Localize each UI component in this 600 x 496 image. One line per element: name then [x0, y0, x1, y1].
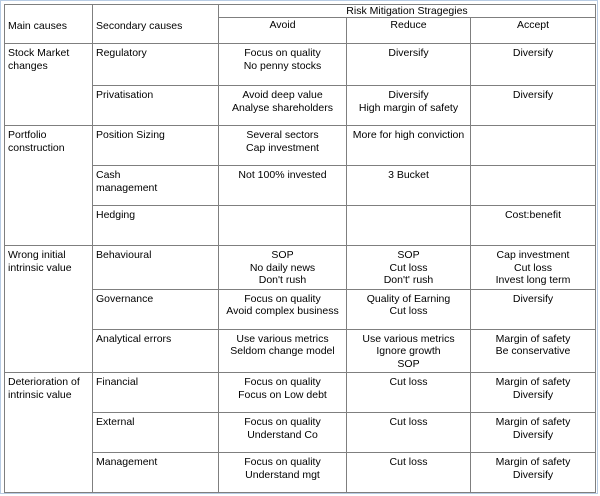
- accept-cell: [471, 206, 596, 246]
- main-cause-cell: [5, 44, 93, 126]
- main-cause-cell-line: intrinsic value: [8, 388, 72, 401]
- reduce-cell: [347, 126, 471, 166]
- avoid-cell: [219, 289, 347, 329]
- avoid-cell-line: Focus on quality: [244, 292, 321, 305]
- accept-cell: [471, 246, 596, 290]
- avoid-cell: [219, 126, 347, 166]
- accept-cell-line: Diversify: [512, 388, 554, 401]
- reduce-cell: [347, 373, 471, 413]
- avoid-cell-line: Understand mgt: [245, 468, 320, 481]
- avoid-cell: [219, 453, 347, 493]
- accept-cell: [471, 126, 596, 166]
- reduce-cell: [347, 289, 471, 329]
- accept-cell: [471, 329, 596, 373]
- avoid-cell: [219, 206, 347, 246]
- avoid-cell: [219, 246, 347, 290]
- reduce-cell-line: Cut loss: [389, 416, 428, 428]
- accept-cell-line: Margin of safety: [495, 376, 571, 388]
- table-row: [5, 246, 596, 290]
- secondary-cause-cell: [93, 413, 219, 453]
- reduce-cell: [347, 453, 471, 493]
- secondary-cause-cell: [93, 453, 219, 493]
- secondary-cause-cell-line: management: [96, 181, 158, 194]
- main-cause-cell-line: Deterioration of: [8, 376, 80, 388]
- avoid-cell-line: Cap investment: [246, 141, 319, 154]
- reduce-cell-line: SOP: [397, 249, 420, 261]
- avoid-cell: [219, 166, 347, 206]
- header-risk-mitigation-strategies: Risk Mitigation Stragegies: [219, 5, 596, 18]
- secondary-cause-cell: [93, 246, 219, 290]
- main-cause-cell-line: intrinsic value: [8, 261, 72, 274]
- reduce-cell: [347, 329, 471, 373]
- main-cause-cell: [5, 373, 93, 493]
- header-avoid: Avoid: [219, 18, 347, 44]
- header-main-causes: Main causes: [5, 5, 93, 44]
- reduce-cell-line: Diversify: [388, 89, 429, 101]
- avoid-cell: [219, 373, 347, 413]
- reduce-cell-line: Diversify: [388, 47, 429, 59]
- secondary-cause-cell-line: Analytical errors: [96, 332, 172, 345]
- main-cause-cell: [5, 246, 93, 373]
- avoid-cell: [219, 413, 347, 453]
- reduce-cell-line: Quality of Earning: [366, 292, 451, 305]
- reduce-cell: [347, 44, 471, 86]
- accept-cell: [471, 166, 596, 206]
- reduce-cell-line: Cut loss: [389, 261, 428, 274]
- table-row: [5, 453, 596, 493]
- table-row: [5, 329, 596, 373]
- main-cause-cell-line: construction: [8, 141, 65, 154]
- avoid-cell-line: Focus on quality: [244, 376, 321, 388]
- table-row: [5, 126, 596, 166]
- secondary-cause-cell: [93, 166, 219, 206]
- table-row: [5, 206, 596, 246]
- avoid-cell-line: Avoid complex business: [226, 305, 339, 317]
- main-cause-cell-line: Portfolio: [8, 129, 47, 141]
- accept-cell-line: Margin of safety: [495, 416, 571, 428]
- table-row: [5, 44, 596, 86]
- avoid-cell-line: No penny stocks: [243, 59, 322, 72]
- main-cause-cell-line: Wrong initial: [8, 249, 66, 261]
- reduce-cell-line: Cut loss: [389, 305, 428, 317]
- main-cause-cell-line: changes: [8, 59, 48, 72]
- secondary-cause-cell-line: Hedging: [96, 209, 136, 221]
- accept-cell: [471, 289, 596, 329]
- avoid-cell-line: SOP: [271, 249, 294, 261]
- accept-cell-line: Margin of safety: [495, 332, 571, 345]
- accept-cell-line: Diversify: [512, 292, 554, 305]
- secondary-cause-cell-line: Governance: [96, 292, 154, 305]
- table-row: [5, 86, 596, 126]
- secondary-cause-cell-line: Privatisation: [96, 89, 154, 101]
- reduce-cell-line: High margin of safety: [358, 101, 459, 114]
- secondary-cause-cell-line: Management: [96, 456, 158, 468]
- secondary-cause-cell: [93, 289, 219, 329]
- secondary-cause-cell-line: Financial: [96, 376, 139, 388]
- avoid-cell: [219, 44, 347, 86]
- avoid-cell-line: Seldom change model: [230, 345, 335, 357]
- reduce-cell-line: Ignore growth: [376, 345, 441, 357]
- avoid-cell-line: Don't rush: [258, 274, 307, 286]
- avoid-cell-line: Focus on Low debt: [238, 388, 327, 401]
- secondary-cause-cell-line: Position Sizing: [96, 129, 165, 141]
- avoid-cell-line: Not 100% invested: [238, 169, 327, 181]
- accept-cell: [471, 373, 596, 413]
- accept-cell-line: Be conservative: [495, 345, 571, 357]
- table-row: [5, 289, 596, 329]
- accept-cell-line: Margin of safety: [495, 456, 571, 468]
- reduce-cell: [347, 413, 471, 453]
- table-body: [5, 44, 596, 493]
- accept-cell-line: Diversify: [512, 47, 554, 59]
- avoid-cell-line: No daily news: [249, 261, 316, 274]
- reduce-cell: [347, 86, 471, 126]
- reduce-cell-line: 3 Bucket: [388, 169, 429, 181]
- reduce-cell-line: Cut loss: [389, 376, 428, 388]
- reduce-cell-line: Don't' rush: [383, 274, 434, 286]
- avoid-cell-line: Focus on quality: [244, 456, 321, 468]
- avoid-cell: [219, 86, 347, 126]
- main-cause-cell-line: Stock Market: [8, 47, 70, 59]
- avoid-cell: [219, 329, 347, 373]
- header-secondary-causes: Secondary causes: [93, 5, 219, 44]
- avoid-cell-line: Understand Co: [247, 428, 318, 441]
- reduce-cell-line: Use various metrics: [362, 332, 455, 345]
- accept-cell-line: Diversify: [512, 428, 554, 441]
- accept-cell-line: Diversify: [512, 89, 554, 101]
- header-accept: Accept: [471, 18, 596, 44]
- accept-cell-line: Invest long term: [495, 274, 571, 286]
- risk-mitigation-table: [4, 4, 596, 493]
- secondary-cause-cell: [93, 206, 219, 246]
- accept-cell-line: Cut loss: [514, 261, 552, 274]
- accept-cell: [471, 86, 596, 126]
- avoid-cell-line: Focus on quality: [244, 416, 321, 428]
- avoid-cell-line: Use various metrics: [236, 332, 329, 345]
- reduce-cell: [347, 166, 471, 206]
- reduce-cell: [347, 246, 471, 290]
- reduce-cell-line: Cut loss: [389, 456, 428, 468]
- secondary-cause-cell-line: Regulatory: [96, 47, 147, 59]
- secondary-cause-cell-line: External: [96, 416, 135, 428]
- avoid-cell-line: Analyse shareholders: [232, 101, 333, 114]
- secondary-cause-cell: [93, 86, 219, 126]
- secondary-cause-cell: [93, 329, 219, 373]
- main-cause-cell: [5, 126, 93, 246]
- avoid-cell-line: Focus on quality: [244, 47, 321, 59]
- secondary-cause-cell-line: Behavioural: [96, 249, 152, 261]
- accept-cell-line: Diversify: [512, 468, 554, 481]
- avoid-cell-line: Avoid deep value: [242, 89, 323, 101]
- avoid-cell-line: Several sectors: [246, 129, 319, 141]
- table-row: [5, 413, 596, 453]
- accept-cell-line: Cap investment: [496, 249, 570, 261]
- accept-cell: [471, 44, 596, 86]
- reduce-cell-line: More for high conviction: [352, 129, 465, 141]
- secondary-cause-cell-line: Cash: [96, 169, 121, 181]
- accept-cell-line: Cost:benefit: [504, 209, 562, 221]
- secondary-cause-cell: [93, 44, 219, 86]
- secondary-cause-cell: [93, 373, 219, 413]
- accept-cell: [471, 453, 596, 493]
- table-row: [5, 373, 596, 413]
- secondary-cause-cell: [93, 126, 219, 166]
- accept-cell: [471, 413, 596, 453]
- header-reduce: Reduce: [347, 18, 471, 44]
- reduce-cell: [347, 206, 471, 246]
- table-row: [5, 166, 596, 206]
- reduce-cell-line: SOP: [397, 357, 420, 370]
